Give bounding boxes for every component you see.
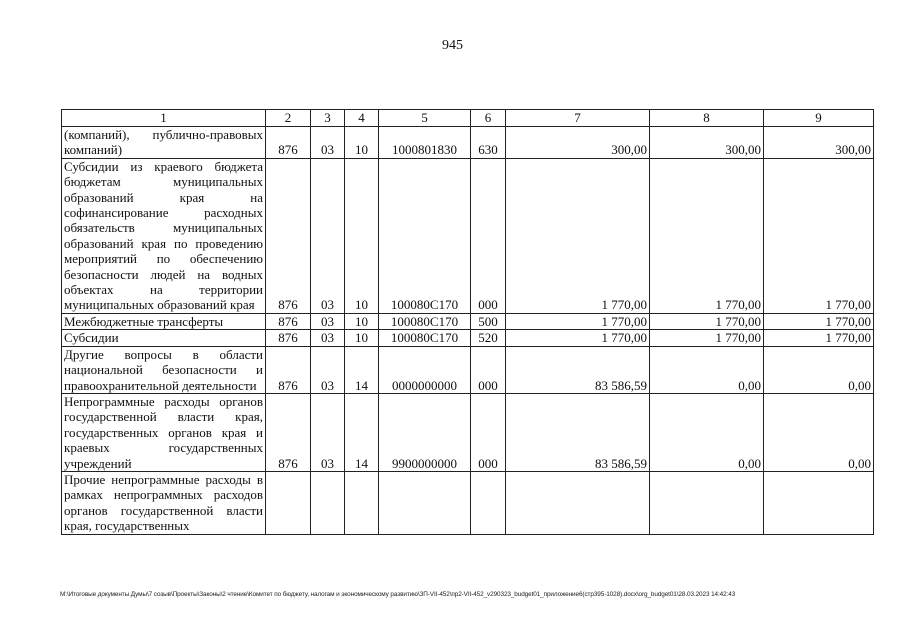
row-name: Субсидии из краевого бюджета бюджетам муниципальных образований края на софинансирование расходных обязательств муниципальных образований края по проведению мероприятий по обеспечению безопасности людей на водных объектах на территории муниципальных образований края <box>62 158 266 313</box>
column-header: 4 <box>345 110 379 127</box>
cell-vr: 000 <box>471 346 506 393</box>
cell-amount-1: 1 770,00 <box>506 158 650 313</box>
row-name: Непрограммные расходы органов государственной власти края, государственных органов края и краевых государственных учреждений <box>62 393 266 471</box>
cell-amount-3: 1 770,00 <box>764 330 874 346</box>
cell-amount-1: 83 586,59 <box>506 393 650 471</box>
cell-vr: 000 <box>471 158 506 313</box>
cell-csr: 100080С170 <box>379 158 471 313</box>
cell-pr: 10 <box>345 330 379 346</box>
cell-amount-1 <box>506 471 650 534</box>
cell-amount-2: 1 770,00 <box>650 313 764 329</box>
cell-pr: 10 <box>345 313 379 329</box>
cell-amount-3: 300,00 <box>764 127 874 159</box>
cell-amount-2 <box>650 471 764 534</box>
cell-vr: 630 <box>471 127 506 159</box>
table-row <box>62 313 874 329</box>
cell-pr: 10 <box>345 158 379 313</box>
cell-amount-3 <box>764 471 874 534</box>
table-row <box>62 127 874 159</box>
column-header: 5 <box>379 110 471 127</box>
cell-pr: 14 <box>345 346 379 393</box>
page-number: 945 <box>442 38 463 53</box>
cell-amount-2: 300,00 <box>650 127 764 159</box>
cell-ved: 876 <box>266 127 311 159</box>
column-header: 8 <box>650 110 764 127</box>
cell-amount-2: 1 770,00 <box>650 330 764 346</box>
cell-vr: 500 <box>471 313 506 329</box>
row-name: Межбюджетные трансферты <box>62 313 266 329</box>
cell-csr: 1000801830 <box>379 127 471 159</box>
cell-rz: 03 <box>311 330 345 346</box>
column-header: 1 <box>62 110 266 127</box>
cell-amount-1: 83 586,59 <box>506 346 650 393</box>
cell-csr <box>379 471 471 534</box>
cell-amount-2: 1 770,00 <box>650 158 764 313</box>
cell-amount-1: 1 770,00 <box>506 330 650 346</box>
column-header: 7 <box>506 110 650 127</box>
cell-rz: 03 <box>311 127 345 159</box>
cell-rz: 03 <box>311 158 345 313</box>
cell-amount-1: 1 770,00 <box>506 313 650 329</box>
cell-pr: 14 <box>345 393 379 471</box>
header-row <box>62 110 874 127</box>
cell-csr: 100080С170 <box>379 313 471 329</box>
cell-rz: 03 <box>311 346 345 393</box>
table-row <box>62 330 874 346</box>
column-header: 6 <box>471 110 506 127</box>
cell-csr: 100080С170 <box>379 330 471 346</box>
cell-ved <box>266 471 311 534</box>
cell-pr: 10 <box>345 127 379 159</box>
table-row <box>62 393 874 471</box>
cell-ved: 876 <box>266 330 311 346</box>
row-name: (компаний), публично-правовых компаний) <box>62 127 266 159</box>
cell-pr <box>345 471 379 534</box>
cell-vr: 000 <box>471 393 506 471</box>
cell-amount-3: 1 770,00 <box>764 158 874 313</box>
cell-amount-3: 0,00 <box>764 393 874 471</box>
cell-ved: 876 <box>266 346 311 393</box>
cell-ved: 876 <box>266 158 311 313</box>
table-row <box>62 346 874 393</box>
budget-table <box>61 109 874 535</box>
column-header: 3 <box>311 110 345 127</box>
cell-csr: 9900000000 <box>379 393 471 471</box>
row-name: Прочие непрограммные расходы в рамках непрограммных расходов органов государственной власти края, государственных <box>62 471 266 534</box>
table-row <box>62 471 874 534</box>
cell-rz: 03 <box>311 313 345 329</box>
cell-amount-2: 0,00 <box>650 346 764 393</box>
cell-amount-2: 0,00 <box>650 393 764 471</box>
row-name: Субсидии <box>62 330 266 346</box>
row-name: Другие вопросы в области национальной безопасности и правоохранительной деятельности <box>62 346 266 393</box>
cell-vr <box>471 471 506 534</box>
column-header: 9 <box>764 110 874 127</box>
file-path-footer: М:\Итоговые документы Думы\7 созыв\Проекты\Законы\2 чтение\Комитет по бюджету, налогам и экономическому развитию\ЗП-VII-452\пр2-VII-452_v290323_budget01_приложение6(стр395-1028).docx\org_budget01\28.03.2023 14:42:43 <box>60 591 736 598</box>
cell-csr: 0000000000 <box>379 346 471 393</box>
cell-amount-1: 300,00 <box>506 127 650 159</box>
cell-ved: 876 <box>266 393 311 471</box>
cell-rz <box>311 471 345 534</box>
table-row <box>62 158 874 313</box>
cell-vr: 520 <box>471 330 506 346</box>
cell-amount-3: 0,00 <box>764 346 874 393</box>
cell-rz: 03 <box>311 393 345 471</box>
cell-amount-3: 1 770,00 <box>764 313 874 329</box>
column-header: 2 <box>266 110 311 127</box>
cell-ved: 876 <box>266 313 311 329</box>
